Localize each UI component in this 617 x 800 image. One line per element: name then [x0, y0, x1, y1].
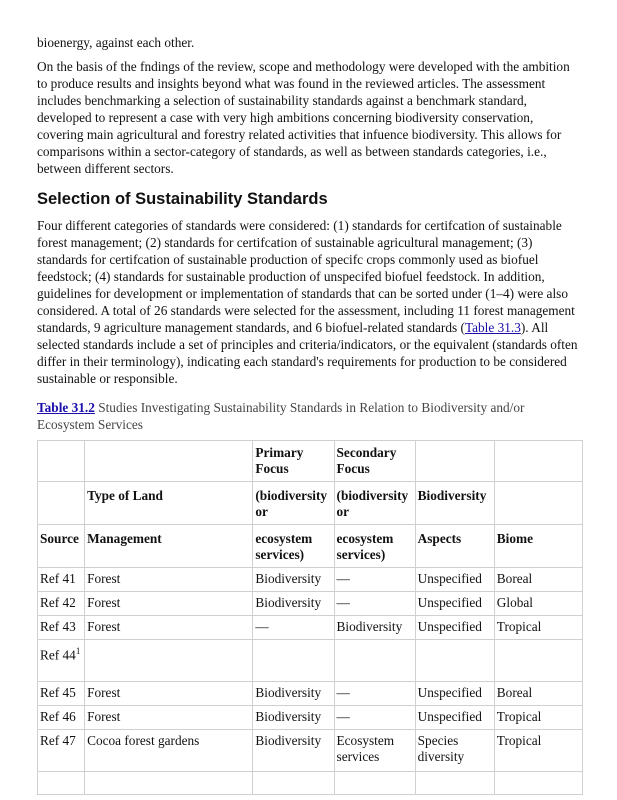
cell-secondary: Biodiversity — [334, 616, 415, 640]
cell-primary: Biodiversity — [253, 592, 334, 616]
cell-biome — [494, 772, 582, 795]
cell-primary — [253, 640, 334, 682]
header-cell: (biodiversity or — [253, 482, 334, 525]
cell-secondary: — — [334, 592, 415, 616]
cell-land: Forest — [85, 706, 253, 730]
cell-secondary: — — [334, 706, 415, 730]
table-row — [38, 730, 583, 772]
cell-land: Forest — [85, 616, 253, 640]
cell-source: Ref 46 — [38, 706, 85, 730]
table-row — [38, 568, 583, 592]
cell-secondary: Ecosystem services — [334, 730, 415, 772]
header-cell: (biodiversity or — [334, 482, 415, 525]
paragraph-methodology: On the basis of the fndings of the review, scope and methodology were developed with the ambition to produce results and insights beyond what was found in the reviewed articles. The assessment includes benchmarking a selection of sustainability standards against a benchmark standard, developed to represent a case with very high ambitions concerning biodiversity conservation, covering main agricultural and forestry related activities that infuence biodiversity. This allows for comparisons within a sector-category of standards, as well as between standards categories, i.e., between different sectors. — [37, 59, 570, 176]
header-cell — [38, 482, 85, 525]
cell-source: Ref 47 — [38, 730, 85, 772]
table-caption-text: Studies Investigating Sustainability Standards in Relation to Biodiversity and/or Ecosystem Services — [37, 400, 525, 432]
cell-source — [38, 640, 85, 682]
table-row — [38, 772, 583, 795]
header-cell: Biodiversity — [415, 482, 494, 525]
cell-primary: — — [253, 616, 334, 640]
cell-source — [38, 772, 85, 795]
table-row — [38, 706, 583, 730]
cell-aspects — [415, 772, 494, 795]
header-cell — [494, 441, 582, 482]
cell-primary: Biodiversity — [253, 706, 334, 730]
header-cell — [85, 441, 253, 482]
cell-source: Ref 42 — [38, 592, 85, 616]
cell-secondary: — — [334, 682, 415, 706]
source-text: Ref 44 — [40, 647, 76, 663]
document-page — [37, 34, 582, 795]
header-cell: Aspects — [415, 525, 494, 568]
header-cell: ecosystem services) — [334, 525, 415, 568]
cell-secondary — [334, 772, 415, 795]
paragraph-standards-text-1: Four different categories of standards were considered: (1) standards for certifcation of sustainable forest management; (2) standards for certifcation of sustainable agricultural management; (3) standards for certifcation of sustainable production of specifc crops commonly used as biofuel feedstock; (4) standards for sustainable production of unspecifed biofuel feedstock. In addition, guidelines for development or implementation of standards that can be sorted under (1–4) were also considered. A total of 26 standards were selected for the assessment, including 11 forest management standards, 9 agriculture management standards, and 6 biofuel-related standards ( — [37, 218, 575, 335]
cell-aspects: Unspecified — [415, 592, 494, 616]
header-cell: Type of Land — [85, 482, 253, 525]
cell-source: Ref 45 — [38, 682, 85, 706]
cell-land: Forest — [85, 592, 253, 616]
table-header-row — [38, 525, 583, 568]
cell-aspects — [415, 640, 494, 682]
header-cell — [415, 441, 494, 482]
footnote-marker: 1 — [75, 646, 81, 656]
table-caption — [37, 399, 582, 433]
cell-biome: Boreal — [494, 568, 582, 592]
cell-aspects: Unspecified — [415, 706, 494, 730]
header-cell: Biome — [494, 525, 582, 568]
cell-aspects: Unspecified — [415, 616, 494, 640]
section-heading: Selection of Sustainability Standards — [37, 190, 328, 208]
cell-secondary — [334, 640, 415, 682]
cell-biome: Tropical — [494, 730, 582, 772]
cell-biome: Boreal — [494, 682, 582, 706]
cell-source: Ref 41 — [38, 568, 85, 592]
table-row — [38, 592, 583, 616]
cell-land: Cocoa forest gardens — [85, 730, 253, 772]
table-row — [38, 616, 583, 640]
table-header-row — [38, 482, 583, 525]
cell-land — [85, 640, 253, 682]
header-cell — [38, 441, 85, 482]
table-row — [38, 682, 583, 706]
cell-biome — [494, 640, 582, 682]
cell-aspects: Unspecified — [415, 682, 494, 706]
paragraph-continuation: bioenergy, against each other. — [37, 35, 195, 50]
paragraph-standards-text-2: ). All selected standards include a set of principles and criteria/indicators, or the equivalent (standards often differ in their terminology), indicating each standard's requirements for production to be considered sustainable or responsible. — [37, 320, 578, 386]
header-cell — [494, 482, 582, 525]
studies-table — [37, 440, 583, 795]
cell-primary: Biodiversity — [253, 682, 334, 706]
cell-secondary: — — [334, 568, 415, 592]
cell-land: Forest — [85, 568, 253, 592]
paragraph-standards — [37, 217, 582, 387]
header-cell: Secondary Focus — [334, 441, 415, 482]
header-cell: Source — [38, 525, 85, 568]
header-cell: ecosystem services) — [253, 525, 334, 568]
cell-primary: Biodiversity — [253, 730, 334, 772]
cell-primary — [253, 772, 334, 795]
cell-aspects: Species diversity — [415, 730, 494, 772]
table-header-row — [38, 441, 583, 482]
table-31-3-link[interactable]: Table 31.3 — [464, 320, 521, 335]
header-cell: Management — [85, 525, 253, 568]
cell-source: Ref 43 — [38, 616, 85, 640]
cell-aspects: Unspecified — [415, 568, 494, 592]
cell-biome: Global — [494, 592, 582, 616]
header-cell: Primary Focus — [253, 441, 334, 482]
table-31-2-link[interactable]: Table 31.2 — [37, 400, 95, 415]
cell-land: Forest — [85, 682, 253, 706]
cell-biome: Tropical — [494, 706, 582, 730]
table-row — [38, 640, 583, 682]
cell-biome: Tropical — [494, 616, 582, 640]
cell-land — [85, 772, 253, 795]
cell-primary: Biodiversity — [253, 568, 334, 592]
